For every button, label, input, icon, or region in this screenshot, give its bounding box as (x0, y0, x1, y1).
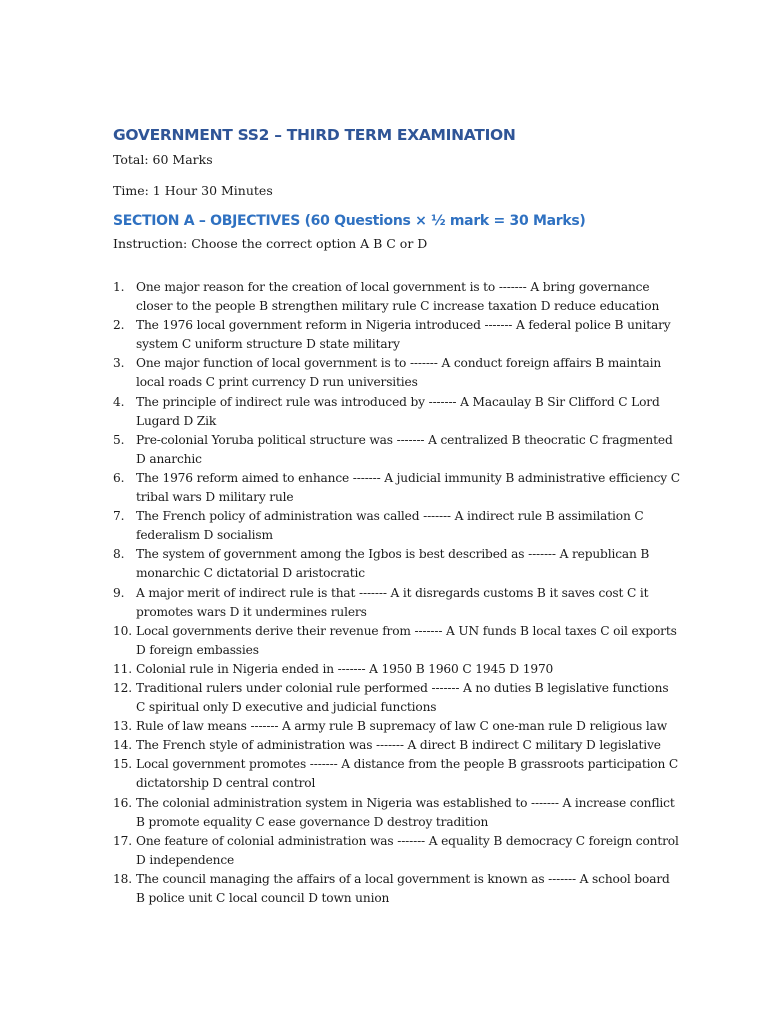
total-marks: Total: 60 Marks (113, 152, 213, 167)
question-text: One feature of colonial administration was ------- A equality B democracy C foreign control D independence (136, 833, 679, 867)
question-text: The principle of indirect rule was introduced by ------- A Macaulay B Sir Clifford C Lord Lugard D Zik (136, 394, 660, 428)
question-text: The 1976 reform aimed to enhance ------- A judicial immunity B administrative efficiency C tribal wars D military rule (136, 470, 680, 505)
question-number: 3. (113, 356, 125, 371)
question-text: A major merit of indirect rule is that ------- A it disregards customs B it saves cost C it promotes wars D it undermines rulers (136, 585, 649, 619)
question-text: The French policy of administration was called ------- A indirect rule B assimilation C federalism D socialism (136, 509, 644, 543)
question-item (113, 354, 681, 392)
question-text: One major reason for the creation of local government is to ------- A bring governance closer to the people B strengthen military rule C increase taxation D reduce education (136, 280, 660, 314)
question-item (113, 870, 681, 908)
instruction-text: Instruction: Choose the correct option A B C or D (113, 236, 428, 251)
question-number: 1. (113, 280, 125, 294)
question-item (113, 794, 681, 832)
page-title: GOVERNMENT SS2 – THIRD TERM EXAMINATION (113, 126, 516, 144)
question-text: The French style of administration was ------- A direct B indirect C military D legislative (136, 738, 661, 753)
question-number: 5. (113, 432, 125, 447)
question-text: The system of government among the Igbos is best described as ------- A republican B monarchic C dictatorial D aristocratic (136, 547, 650, 581)
question-item (113, 545, 681, 583)
question-number: 10. (113, 623, 132, 638)
question-text: Colonial rule in Nigeria ended in ------- A 1950 B 1960 C 1945 D 1970 (136, 661, 554, 676)
question-number: 15. (113, 757, 132, 772)
question-item (113, 660, 681, 679)
question-text: The colonial administration system in Nigeria was established to ------- A increase conflict B promote equality C ease governance D destroy tradition (136, 795, 675, 829)
question-number: 17. (113, 833, 132, 848)
question-text: One major function of local government is to ------- A conduct foreign affairs B maintain local roads C print currency D run universities (136, 356, 662, 390)
question-text: Local government promotes ------- A distance from the people B grassroots participation C dictatorship D central control (136, 757, 679, 791)
question-item (113, 736, 681, 755)
question-item (113, 584, 681, 622)
section-heading: SECTION A – OBJECTIVES (60 Questions × ½ mark = 30 Marks) (113, 213, 586, 229)
question-text: Rule of law means ------- A army rule B supremacy of law C one-man rule D religious law (136, 719, 667, 734)
question-number: 6. (113, 470, 125, 485)
question-number: 8. (113, 547, 125, 562)
question-number: 18. (113, 871, 132, 886)
question-item (113, 832, 681, 870)
question-item (113, 431, 681, 469)
question-list (113, 278, 680, 908)
question-item (113, 393, 681, 431)
question-item (113, 469, 681, 507)
question-item (113, 316, 681, 354)
question-number: 4. (113, 394, 125, 409)
question-item (113, 507, 681, 545)
question-item (113, 622, 681, 660)
question-number: 13. (113, 719, 132, 734)
question-number: 7. (113, 509, 125, 524)
question-text: The 1976 local government reform in Nigeria introduced ------- A federal police B unitary system C uniform structure D state military (136, 318, 671, 352)
question-number: 16. (113, 795, 132, 810)
exam-time: Time: 1 Hour 30 Minutes (113, 183, 273, 198)
question-number: 14. (113, 738, 132, 753)
question-text: The council managing the affairs of a local government is known as ------- A school board B police unit C local council D town union (136, 871, 670, 905)
question-item (113, 278, 681, 316)
question-item (113, 755, 681, 793)
question-text: Pre-colonial Yoruba political structure was ------- A centralized B theocratic C fragmented D anarchic (136, 432, 673, 466)
question-number: 12. (113, 680, 132, 695)
question-number: 2. (113, 318, 125, 333)
question-item (113, 679, 681, 717)
question-text: Traditional rulers under colonial rule performed ------- A no duties B legislative functions C spiritual only D executive and judicial functions (136, 680, 669, 715)
question-number: 11. (113, 661, 132, 676)
question-item (113, 717, 681, 736)
question-number: 9. (113, 585, 125, 600)
question-text: Local governments derive their revenue from ------- A UN funds B local taxes C oil exports D foreign embassies (136, 623, 677, 657)
